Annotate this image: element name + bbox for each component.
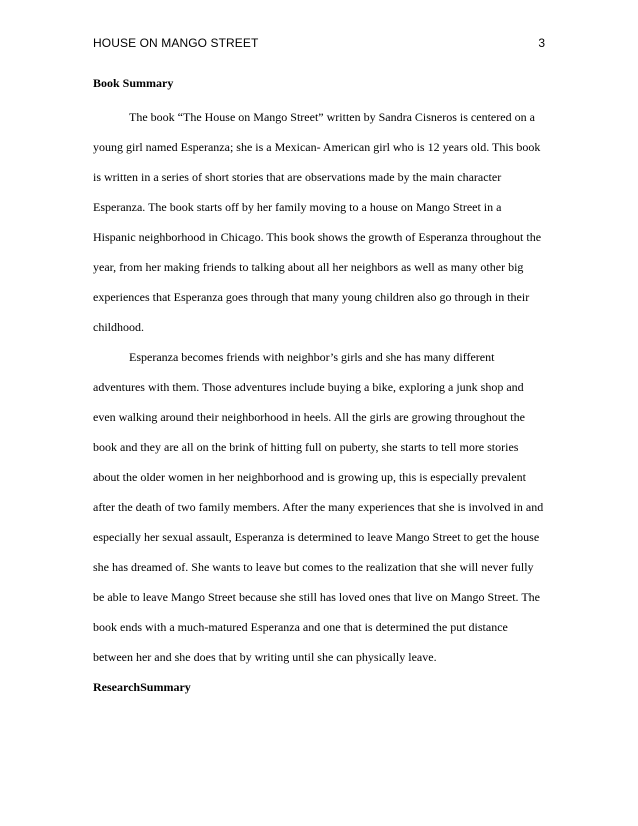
research-summary-heading: ResearchSummary — [93, 680, 191, 694]
book-summary-heading: Book Summary — [93, 76, 174, 90]
page-number: 3 — [538, 36, 545, 50]
paragraph-1: The book “The House on Mango Street” written by Sandra Cisneros is centered on a young girl named Esperanza; she is a Mexican- American girl who is 12 years old. This book is written in a series of short stories that are observations made by the main character Esperanza. The book starts off by her family moving to a house on Mango Street in a Hispanic neighborhood in Chicago. This book shows the growth of Esperanza throughout the year, from her making friends to talking about all her neighbors as well as many other big experiences that Esperanza goes through that many young children also go through in their childhood. — [93, 110, 542, 334]
document-body — [93, 74, 545, 702]
page-header — [93, 36, 545, 54]
running-head: HOUSE ON MANGO STREET — [93, 36, 259, 50]
paragraph-2: Esperanza becomes friends with neighbor’s girls and she has many different adventures with them. Those adventures include buying a bike, exploring a junk shop and even walking around their neighborhood in heels. All the girls are growing throughout the book and they are all on the brink of hitting full on puberty, she starts to tell more stories about the older women in her neighborhood and is growing up, this is especially prevalent after the death of two family members. After the many experiences that she is involved in and especially her sexual assault, Esperanza is determined to leave Mango Street to get the house she has dreamed of. She wants to leave but comes to the realization that she will never fully be able to leave Mango Street because she still has loved ones that live on Mango Street. The book ends with a much-matured Esperanza and one that is determined the put distance between her and she does that by writing until she can physically leave. — [93, 350, 544, 664]
